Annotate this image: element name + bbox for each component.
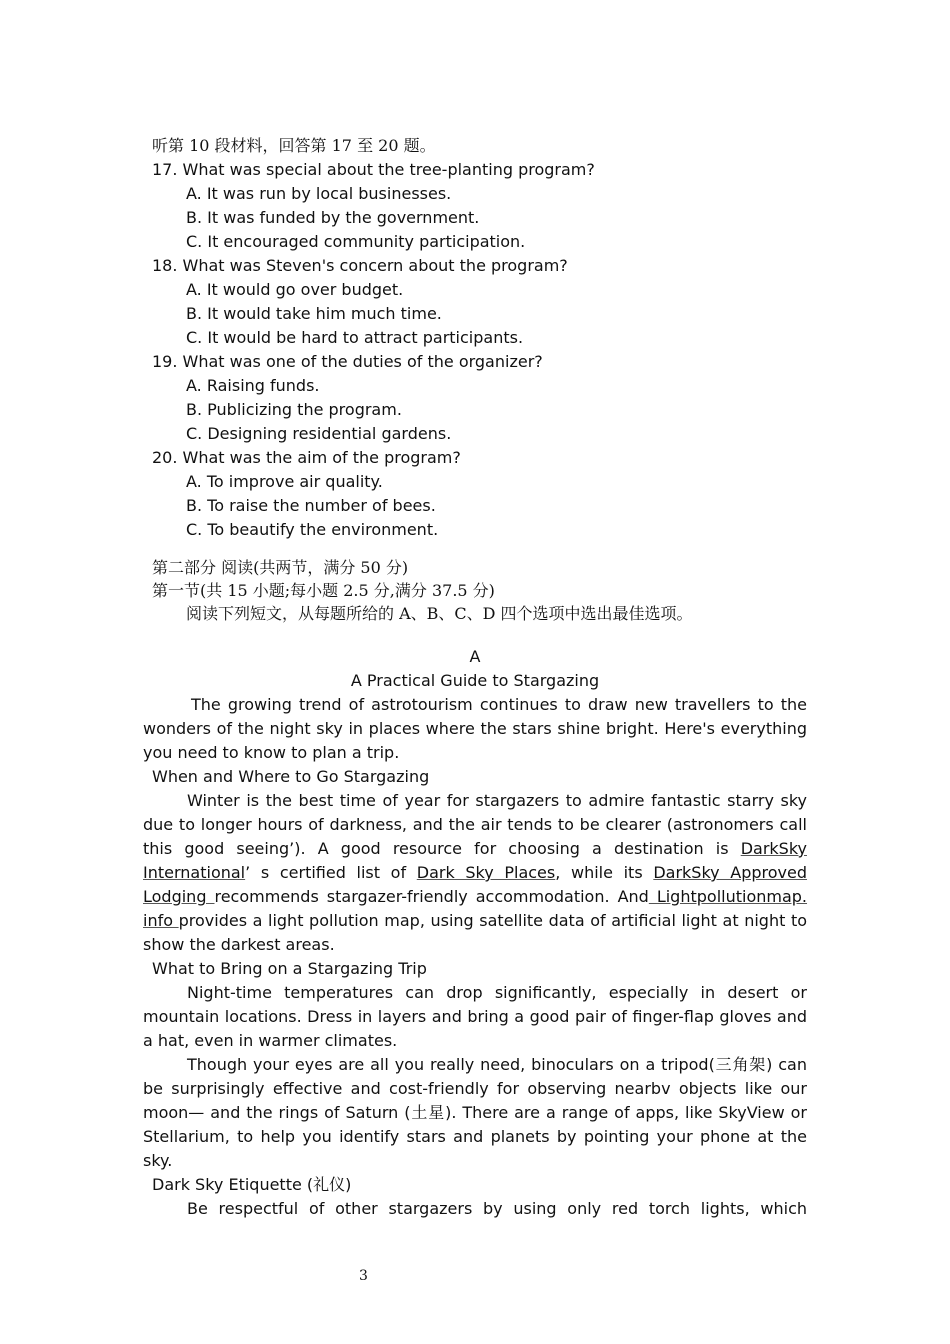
question: 20. What was the aim of the program? — [152, 448, 461, 467]
paragraph-clothing: Night-time temperatures can drop significantly, especially in desert or mountain locations. Dress in layers and bring a good pair of finger-flap gloves and a hat, even in warmer climates. — [143, 983, 807, 1050]
link-approved-lodging[interactable]: DarkSky Approved Lodging — [143, 863, 808, 906]
answer-option: A. It was run by local businesses. — [186, 184, 452, 203]
text: , while its — [555, 863, 654, 882]
text: Winter is the best time of year for stargazers to admire fantastic starry sky due to longer hours of darkness, and the air tends to be clearer (astronomers call this good seeing’). A good resource for choosing a destination is — [143, 791, 807, 858]
reading-instruction: 阅读下列短文，从每题所给的 A、B、C、D 四个选项中选出最佳选项。 — [186, 604, 693, 623]
answer-option: C. It encouraged community participation. — [186, 232, 526, 251]
passage-a — [143, 645, 807, 1221]
listening-section — [143, 134, 807, 542]
answer-option: B. To raise the number of bees. — [186, 496, 436, 515]
answer-option: B. It was funded by the government. — [186, 208, 480, 227]
link-darksky-international[interactable]: DarkSky International — [143, 839, 807, 882]
answer-option: A. It would go over budget. — [186, 280, 404, 299]
text: ). There are a range of apps, like SkyView or Stellarium, to help you identify stars and planets by pointing your phone at the sky. — [143, 1103, 808, 1170]
reading-header — [143, 556, 807, 626]
answer-option: C. To beautify the environment. — [186, 520, 439, 539]
answer-option: B. Publicizing the program. — [186, 400, 402, 419]
passage-letter: A — [469, 647, 481, 666]
heading-when-where: When and Where to Go Stargazing — [152, 767, 430, 786]
answer-option: C. It would be hard to attract participants. — [186, 328, 524, 347]
text: 土星 — [410, 1103, 446, 1122]
passage-title: A Practical Guide to Stargazing — [350, 671, 600, 690]
text: Though your eyes are all you really need, binoculars on a tripod( — [187, 1055, 715, 1074]
link-dark-sky-places[interactable]: Dark Sky Places — [416, 863, 556, 882]
page-number: 3 — [359, 1268, 368, 1284]
text: provides a light pollution map, using satellite data of artificial light at night to show the darkest areas. — [143, 911, 808, 954]
text: 三角架 — [714, 1055, 767, 1074]
intro-paragraph: The growing trend of astrotourism continues to draw new travellers to the wonders of the night sky in places where the stars shine bright. Here's everything you need to know to plan a trip. — [143, 695, 807, 762]
paragraph-when-where — [143, 789, 807, 957]
question: 19. What was one of the duties of the organizer? — [152, 352, 543, 371]
link-lightpollutionmap[interactable]: Lightpollutionmap. info — [143, 887, 808, 930]
question: 17. What was special about the tree-planting program? — [152, 160, 595, 179]
listening-instruction: 听第 10 段材料，回答第 17 至 20 题。 — [152, 136, 436, 155]
answer-option: B. It would take him much time. — [186, 304, 442, 323]
answer-option: A. Raising funds. — [186, 376, 320, 395]
text: ’ s certified list of — [245, 863, 417, 882]
answer-option: A. To improve air quality. — [186, 472, 383, 491]
text: ) can be surprisingly effective and cost-friendly for observing nearbv objects like our moon— and the rings of Saturn ( — [143, 1055, 807, 1122]
heading-etiquette: Dark Sky Etiquette (礼仪) — [152, 1175, 352, 1194]
answer-option: C. Designing residential gardens. — [186, 424, 452, 443]
section-title: 第一节(共 15 小题;每小题 2.5 分,满分 37.5 分) — [152, 581, 495, 600]
part-title: 第二部分 阅读(共两节，满分 50 分) — [152, 558, 409, 577]
question: 18. What was Steven's concern about the program? — [152, 256, 568, 275]
paragraph-etiquette: Be respectful of other stargazers by using only red torch lights, which — [187, 1199, 807, 1218]
paragraph-equipment — [143, 1053, 807, 1173]
heading-what-to-bring: What to Bring on a Stargazing Trip — [152, 959, 427, 978]
text: recommends stargazer-friendly accommodation. And — [214, 887, 649, 906]
